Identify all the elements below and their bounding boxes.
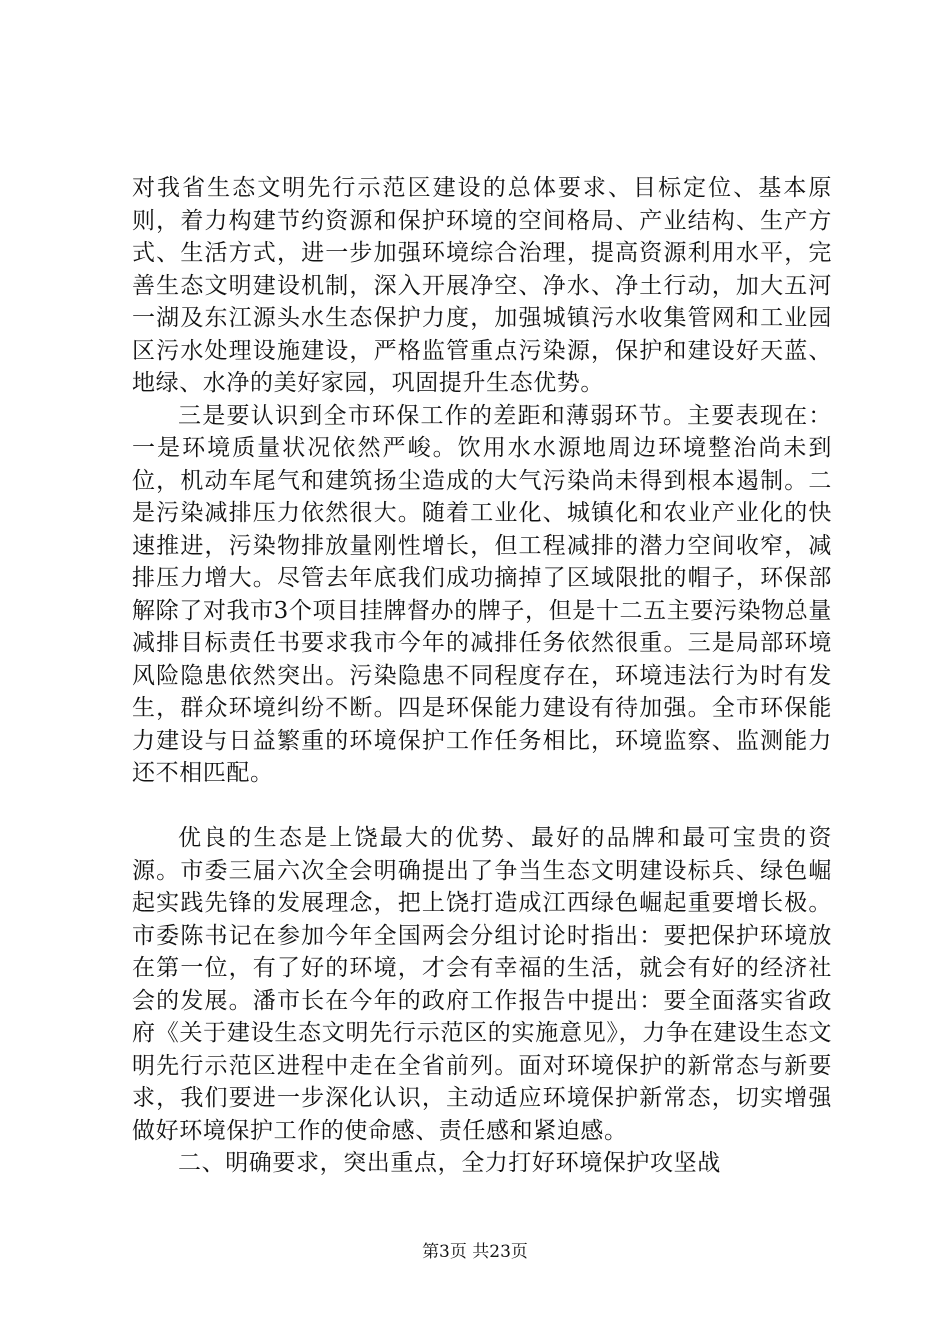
paragraph-continued: 对我省生态文明先行示范区建设的总体要求、目标定位、基本原则，着力构建节约资源和保护环境的空间格局、产业结构、生产方式、生活方式，进一步加强环境综合治理，提高资源利用水平，完善生态文明建设机制，深入开展净空、净水、净土行动，加大五河一湖及东江源头水生态保护力度，加强城镇污水收集管网和工业园区污水处理设施建设，严格监管重点污染源，保护和建设好天蓝、地绿、水净的美好家园，巩固提升生态优势。 [132, 175, 832, 396]
section-heading: 二、明确要求，突出重点，全力打好环境保护攻坚战 [178, 1150, 721, 1176]
paragraph-spacer [132, 790, 832, 823]
paragraph-gaps-and-weaknesses: 三是要认识到全市环保工作的差距和薄弱环节。主要表现在：一是环境质量状况依然严峻。饮用水水源地周边环境整治尚未到位，机动车尾气和建筑扬尘造成的大气污染尚未得到根本遏制。二是污染减排压力依然很大。随着工业化、城镇化和农业产业化的快速推进，污染物排放量刚性增长，但工程减排的潜力空间收窄，减排压力增大。尽管去年底我们成功摘掉了区域限批的帽子，环保部解除了对我市3个项目挂牌督办的牌子，但是十二五主要污染物总量减排目标责任书要求我市今年的减排任务依然很重。三是局部环境风险隐患依然突出。污染隐患不同程度存在，环境违法行为时有发生，群众环境纠纷不断。四是环保能力建设有待加强。全市环保能力建设与日益繁重的环境保护工作任务相比，环境监察、监测能力还不相匹配。 [132, 402, 832, 786]
paragraph-ecology-advantage: 优良的生态是上饶最大的优势、最好的品牌和最可宝贵的资源。市委三届六次全会明确提出了争当生态文明建设标兵、绿色崛起实践先锋的发展理念，把上饶打造成江西绿色崛起重要增长极。市委陈书记在参加今年全国两会分组讨论时指出：要把保护环境放在第一位，有了好的环境，才会有幸福的生活，就会有好的经济社会的发展。潘市长在今年的政府工作报告中提出：要全面落实省政府《关于建设生态文明先行示范区的实施意见》，力争在建设生态文明先行示范区进程中走在全省前列。面对环境保护的新常态与新要求，我们要进一步深化认识，主动适应环境保护新常态，切实增强做好环境保护工作的使命感、责任感和紧迫感。 [132, 825, 832, 1144]
page-number-footer: 第3页 共23页 [422, 1242, 528, 1262]
document-body [132, 172, 832, 1180]
